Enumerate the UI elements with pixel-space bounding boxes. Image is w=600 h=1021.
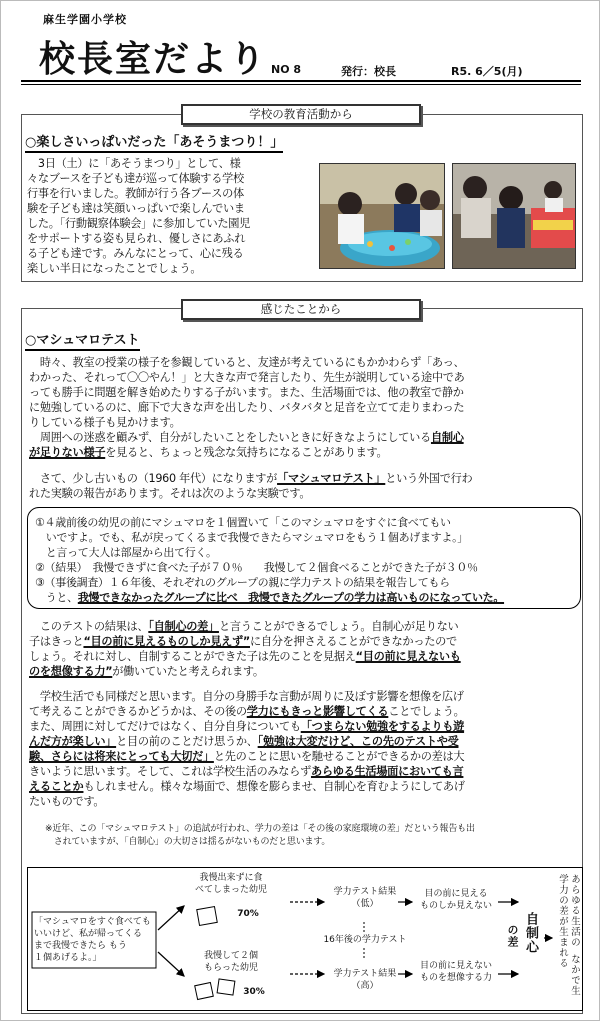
text-span: きいように思います。そして、これは学校生活のみならず [29,765,311,778]
text-line: 験を子ども達は笑顔いっぱいで楽しんでいま [27,202,245,215]
impatient-child-label [176,872,286,896]
text-line: たいものです。 [29,795,105,808]
emphasis-study-cont: 験、さらには将来にとっても大切だ」 [29,750,214,763]
right-note-1: あらゆる生活の [569,874,580,948]
text-line [29,430,585,445]
text-line: した。「行動観察体験会」に参加していた園児 [27,217,251,230]
text-line [29,779,585,794]
text-line: っても勝手に問題を解き始めたりする子がいます。また、生活場面では、他の教室で静か [29,386,464,399]
text-line [29,471,585,486]
text-span: このテストの結果は、 [29,620,149,633]
text-line: 目の前に見えない [419,961,492,971]
issue-date: R5. 6／5(月) [451,65,523,78]
self-control-label: 自制心 [523,912,538,954]
text-line: 学力テスト結果 [333,887,397,897]
emphasis-play: 「つまらない勉強をするよりも遊 [300,720,465,733]
paragraph-interpretation [29,619,585,679]
right-note-3: 学力の差が生まれる [557,874,568,969]
text-line [29,719,585,734]
text-line [29,649,585,664]
text-line: ものを想像する力 [419,973,492,983]
text-line: 我慢出来ずに食 [199,873,263,883]
photo-illustration [453,164,576,269]
issue-number: NO 8 [271,63,302,76]
result-patient: 我慢して２個食べることができた子が３０％ [263,561,478,574]
text-line: 目の前に見える [424,889,488,899]
text-span: うと、 [35,591,78,604]
text-line: （高） [351,981,379,991]
emphasis-result: 我慢できなかったグループに比べ 我慢できたグループの学力は高いものになっていた。 [77,591,505,604]
emphasis-imagine-cont: のを想像する力” [29,665,113,678]
text-line: ものしか見えない [419,901,492,911]
text-span: と言うことができるでしょう。自制心が足りない [218,620,459,633]
sixteen-years-label: 16年後の学力テスト [323,935,407,945]
emphasis-play-cont: んだ方が楽しい」 [29,735,117,748]
text-span: 子はきっと [29,635,84,648]
issuer: 発行：校長 [341,65,396,78]
emphasis-visible-only: “目の前に見えるものしか見えず” [83,635,250,648]
text-line: ※近年、この「マシュマロテスト」の追試が行われ、学力の差は「その後の家庭環境の差」だという報告も出 [45,824,475,834]
text-line: （低） [351,899,379,909]
text-line: 行事を行いました。教師が行う各ブースの体 [27,187,244,200]
text-span: を見ると、ちょっと残念な気持ちになることがあります。 [105,446,388,459]
text-line: 3日（土）に「あそうまつり」として、様 [27,157,241,170]
header-rule-thin [21,84,581,85]
festival-photo-booth [452,163,576,269]
text-line: をサポートする姿も見られ、優しさにあふれ [27,232,246,245]
text-line: る子ども達です。みんなにとって、心に残る [27,247,244,260]
festival-text [27,156,317,276]
text-line: 々なブースを子ども達が巡って体験する学校 [27,172,244,185]
text-span: が働いていたと考えられます。 [112,665,264,678]
impatient-percent: 70% [237,909,259,919]
text-line: まで我慢できたら もう [34,941,127,951]
text-line: べてしまった幼児 [194,885,267,895]
text-line: いいけど、私が帰ってくる [34,929,143,939]
see-visible-only [414,888,498,912]
text-span: さて、少し古いもの（1960 年代）になりますが [29,472,278,485]
text-span: ことでしょう。 [388,705,465,718]
text-line: 学力テスト結果 [333,969,397,979]
emphasis-lacking: が足りない様子 [29,446,106,459]
text-line: 学校生活でも同様だと思います。自分の身勝手な言動が周りに及ぼす影響を想像を広げ [29,690,464,703]
emphasis-study: 「勉強は大変だけど、この先のテストや受 [257,735,459,748]
footnote [45,823,585,849]
festival-photo-water-game [319,163,445,269]
text-line [35,560,575,575]
paragraph-observations [29,355,585,460]
text-line: 「マシュマロをすぐ食べても [34,917,151,927]
test-result-low [320,886,410,910]
patient-child-label [176,950,286,974]
text-span: また、周囲に対してだけではなく、自分自身についても [29,720,301,733]
emphasis-all-life-cont: えることか [29,780,84,793]
result-impatient: ②（結果） 我慢できずに食べた子が７０％ [35,561,243,574]
school-name: 麻生学園小学校 [43,13,127,26]
emphasis-marshmallow-test: 「マシュマロテスト」 [277,472,386,485]
text-line [29,619,585,634]
emphasis-all-life: あらゆる生活場面においても言 [310,765,464,778]
difference-label: の差 [506,924,519,948]
marshmallow-diagram [27,867,583,1011]
newsletter-title: 校長室だより [39,38,268,80]
text-span: て考えることができるかどうかは、その後の [29,705,247,718]
experiment-steps [35,515,575,605]
text-line: と言って大人は部屋から出て行く。 [35,546,217,559]
text-line: もらった幼児 [203,963,258,973]
text-span: 周囲への迷惑を顧みず、自分がしたいことをしたいときに好きなようにしている [29,431,431,444]
text-line: れた実験の報告があります。それは次のような実験です。 [29,487,311,500]
quote-text [34,916,154,964]
section-label-activities: 学校の教育活動から [181,104,421,125]
text-line [29,734,585,749]
text-line [29,664,585,679]
paragraph-school-life [29,689,585,809]
text-span: もしれません。様々な場面で、想像を膨らませ、自制心を育むようにしてあげ [83,780,465,793]
emphasis-academic: 学力にもきっと影響してくる [246,705,389,718]
text-line: 楽しい半日になったことでしょう。 [27,262,202,275]
emphasis-self-control: 自制心 [430,431,464,444]
text-line [29,749,585,764]
emphasis-imagine: “目の前に見えないも [355,650,461,663]
text-line: わかった、それって〇〇やん！」と大きな声で発言したり、先生が説明している途中であ [29,371,465,384]
imagine-invisible [414,960,498,984]
text-span: しょう。それに対し、自制することができた子は先のことを見据え [29,650,356,663]
article-heading-festival: ○楽しさいっぱいだった「あそうまつり！」 [25,135,283,153]
text-line [29,445,585,460]
text-span: と目の前のことだけ思うか、 [116,735,258,748]
text-line: に勉強しているのに、廊下で大きな声を出したり、バタバタと足音を立てて走りまわった [29,401,465,414]
photo-illustration [320,164,445,269]
text-line: されていますが、「自制心」の大切さは揺るがないものだと思います。 [45,837,331,847]
text-line: ①４歳前後の幼児の前にマシュマロを１個置いて「このマシュマロをすぐに食べてもい [35,516,451,529]
test-result-high [320,968,410,992]
text-line [35,590,575,605]
text-line [29,634,585,649]
text-line: 我慢して２個 [203,951,258,961]
header-rule [21,80,581,82]
text-line: １個あげるよ。」 [34,953,102,963]
text-line [29,704,585,719]
text-line: いですよ。でも、私が戻ってくるまで我慢できたらマシュマロをもう１個あげますよ。」 [35,531,468,544]
text-span: という外国で行わ [385,472,473,485]
text-line [29,764,585,779]
emphasis-difference: 「自制心の差」 [148,620,219,633]
article-heading-marshmallow: ○マシュマロテスト [25,333,140,351]
section-label-reflections: 感じたことから [181,299,421,320]
text-line: ③（事後調査）１６年後、それぞれのグループの親に学力テストの結果を報告してもら [35,576,450,589]
text-line: りしている様子も見かけます。 [29,416,181,429]
paragraph-test-intro [29,471,585,501]
text-span: に自分を押さえることができなかったので [250,635,457,648]
right-note-2: なかで生 [569,954,580,996]
patient-percent: 30% [243,987,265,997]
text-line: 時々、教室の授業の様子を参観していると、友達が考えているにもかかわらず「あっ、 [29,356,465,369]
text-span: と先のことに思いを馳せることができるかの差は大 [213,750,465,763]
